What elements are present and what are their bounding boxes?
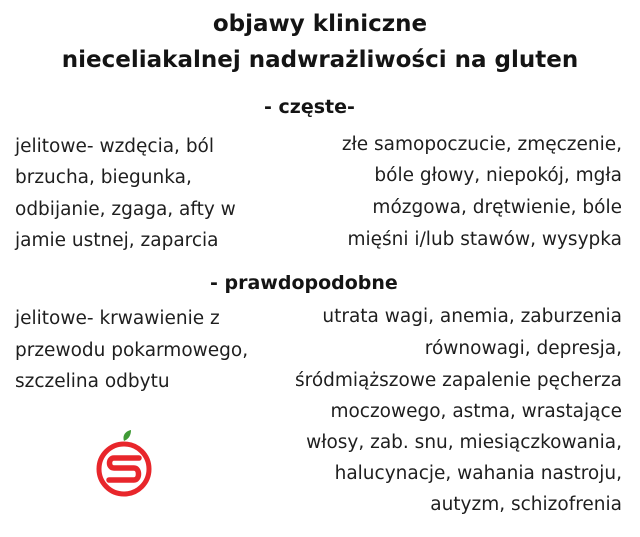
common-right-line: mózgowa, drętwienie, bóle bbox=[372, 197, 622, 218]
common-right-line: bóle głowy, niepokój, mgła bbox=[374, 165, 622, 186]
common-right-line: złe samopoczucie, zmęczenie, bbox=[341, 134, 622, 155]
probable-left-line: szczelina odbytu bbox=[15, 371, 170, 392]
common-right-line: mięśni i/lub stawów, wysypka bbox=[347, 229, 622, 250]
common-left-line: jelitowe- wzdęcia, ból bbox=[15, 136, 215, 157]
section-heading-probable: - prawdopodobne bbox=[210, 272, 398, 294]
common-left-line: jamie ustnej, zaparcia bbox=[15, 230, 219, 251]
probable-right-line: moczowego, astma, wrastające bbox=[330, 401, 622, 422]
probable-right-line: halucynacje, wahania nastroju, bbox=[334, 463, 622, 484]
probable-right-line: włosy, zab. snu, miesiączkowania, bbox=[306, 432, 622, 453]
common-left-line: odbijanie, zgaga, afty w bbox=[15, 199, 236, 220]
probable-right-line: autyzm, schizofrenia bbox=[430, 494, 622, 515]
probable-left-line: jelitowe- krwawienie z bbox=[15, 308, 220, 329]
logo-s-shape bbox=[109, 458, 139, 480]
page-title-line-2: nieceliakalnej nadwrażliwości na gluten bbox=[61, 47, 579, 73]
tomato-s-logo-icon bbox=[93, 429, 157, 499]
probable-left-line: przewodu pokarmowego, bbox=[15, 340, 249, 361]
page-title-line-1: objawy kliniczne bbox=[212, 11, 428, 37]
probable-right-line: równowagi, depresja, bbox=[424, 338, 622, 359]
leaf-icon bbox=[123, 430, 131, 441]
section-heading-common: - częste- bbox=[264, 96, 355, 118]
probable-right-line: utrata wagi, anemia, zaburzenia bbox=[322, 306, 622, 327]
common-left-line: brzucha, biegunka, bbox=[15, 167, 192, 188]
probable-right-line: śródmiąższowe zapalenie pęcherza bbox=[294, 370, 622, 391]
